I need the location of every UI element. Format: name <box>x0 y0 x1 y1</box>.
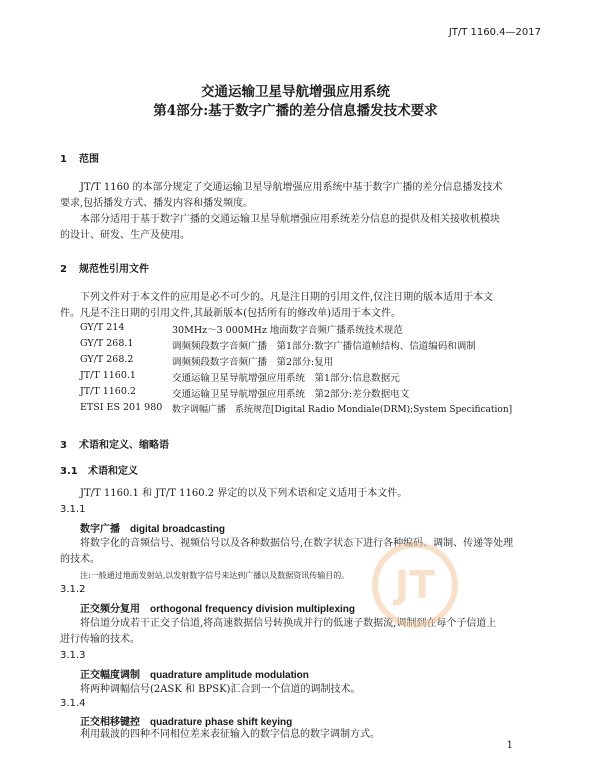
section-heading-terms <box>60 436 169 451</box>
reference-code: GY/T 268.2 <box>80 354 134 365</box>
reference-title: 数字调幅广播 系统规范[Digital Radio Mondiale(DRM);System Specification] <box>172 405 513 415</box>
term-definition-line: 将两种调幅信号(2ASK 和 BPSK)汇合到一个信道的调制技术。 <box>80 684 361 695</box>
term-definition-line: 利用载波的四种不同相位差来表征输入的数字信息的数字调制方式。 <box>80 729 380 740</box>
reference-title: 调频频段数字音频广播 第1部分:数字广播信道帧结构、信道编码和调制 <box>172 341 476 352</box>
term-number: 3.1.1 <box>60 504 86 515</box>
term-name <box>80 713 292 728</box>
reference-code: GY/T 214 <box>80 322 125 333</box>
svg-text:JT: JT <box>394 563 436 607</box>
section-number: 1 <box>60 154 67 165</box>
term-number: 3.1.4 <box>60 698 86 709</box>
page-number: 1 <box>506 740 513 751</box>
paragraph-line: 的设计、研发、生产及使用。 <box>60 230 190 241</box>
section-heading-scope <box>60 150 99 165</box>
section-title: 范围 <box>79 154 99 165</box>
reference-title: 调频频段数字音频广播 第2部分:复用 <box>172 357 334 368</box>
paragraph-line: JT/T 1160 的本部分规定了交通运输卫星导航增强应用系统中基于数字广播的差分信息播发技术 <box>80 182 503 193</box>
section-number: 3 <box>60 440 67 451</box>
term-number: 3.1.2 <box>60 584 86 595</box>
reference-title: 交通运输卫星导航增强应用系统 第1部分:信息数据元 <box>172 373 400 384</box>
term-definition-line: 进行传输的技术。 <box>60 634 140 645</box>
reference-code: ETSI ES 201 980 <box>80 402 163 413</box>
section-title: 术语和定义、缩略语 <box>79 440 169 451</box>
term-name <box>80 520 225 535</box>
term-name-en: quadrature phase shift keying <box>150 717 293 728</box>
paragraph-line: JT/T 1160.1 和 JT/T 1160.2 界定的以及下列术语和定义适用于本文件。 <box>80 488 408 499</box>
subsection-title: 术语和定义 <box>88 466 138 477</box>
term-name-zh: 正交频分复用 <box>80 604 140 615</box>
paragraph-line: 本部分适用于基于数字广播的交通运输卫星导航增强应用系统差分信息的提供及相关接收机模块 <box>80 214 500 225</box>
term-definition-line: 将信道分成若干正交子信道,将高速数据信号转换成并行的低速子数据流,调制到在每个子信道上 <box>80 618 497 629</box>
reference-title: 30MHz～3 000MHz 地面数字音频广播系统技术规范 <box>172 325 403 336</box>
paragraph-line: 件。凡是不注日期的引用文件,其最新版本(包括所有的修改单)适用于本文件。 <box>60 308 401 319</box>
term-number: 3.1.3 <box>60 650 86 661</box>
standard-number: JT/T 1160.4—2017 <box>448 27 541 38</box>
section-title: 规范性引用文件 <box>79 264 149 275</box>
reference-title: 交通运输卫星导航增强应用系统 第2部分:差分数据电文 <box>172 389 410 400</box>
term-name-en: digital broadcasting <box>130 524 226 535</box>
paragraph-line: 下列文件对于本文件的应用是必不可少的。凡是注日期的引用文件,仅注日期的版本适用于本文 <box>80 292 494 303</box>
term-name-zh: 数字广播 <box>80 524 120 535</box>
term-name-zh: 正交相移键控 <box>80 717 140 728</box>
term-name-zh: 正交幅度调制 <box>80 670 140 681</box>
term-name <box>80 666 309 681</box>
term-definition-line: 将数字化的音频信号、视频信号以及各种数据信号,在数字状态下进行各种编码、调制、传递等处理 <box>80 538 514 549</box>
subsection-heading-terms-definitions <box>60 462 138 477</box>
term-note: 注:一般通过地面发射站,以发射数字信号来达到广播以及数据资讯传输目的。 <box>80 571 350 580</box>
reference-code: JT/T 1160.2 <box>80 386 136 397</box>
publisher-watermark-logo <box>370 540 460 630</box>
document-subtitle: 第4部分:基于数字广播的差分信息播发技术要求 <box>153 103 438 119</box>
paragraph-line: 要求,包括播发方式、播发内容和播发频度。 <box>60 198 254 209</box>
term-name-en: quadrature amplitude modulation <box>150 670 309 681</box>
subsection-number: 3.1 <box>60 466 78 477</box>
term-definition-line: 的技术。 <box>60 554 100 565</box>
reference-code: GY/T 268.1 <box>80 338 134 349</box>
term-name <box>80 600 355 615</box>
document-title: 交通运输卫星导航增强应用系统 <box>201 84 390 100</box>
section-number: 2 <box>60 264 67 275</box>
reference-code: JT/T 1160.1 <box>80 370 136 381</box>
term-name-en: orthogonal frequency division multiplexing <box>150 604 356 615</box>
section-heading-normative-references <box>60 260 149 275</box>
